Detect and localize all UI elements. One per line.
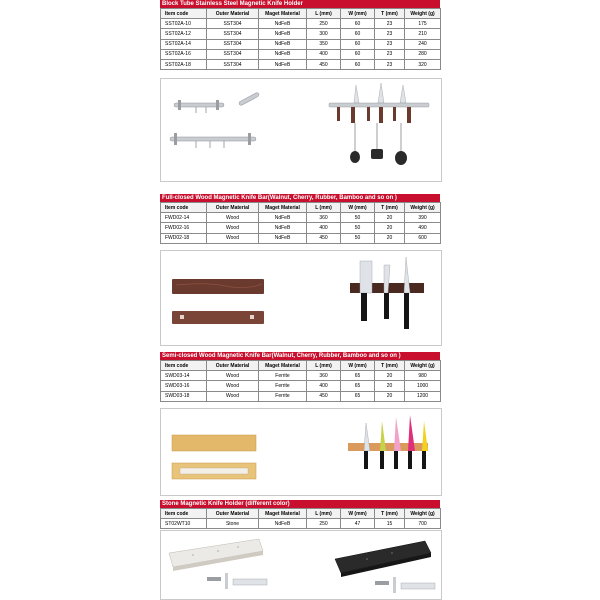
cell-l: 360	[307, 371, 341, 381]
walnut-wood-bars-image	[166, 275, 271, 335]
cell-magnet: NdFeB	[259, 59, 307, 69]
cell-item-code: SWD03-14	[161, 371, 207, 381]
col-thickness: T (mm)	[375, 509, 405, 519]
col-item-code: Item code	[161, 203, 207, 213]
table-row	[161, 59, 441, 69]
col-length: L (mm)	[307, 203, 341, 213]
cell-w: 50	[341, 223, 375, 233]
cell-outer: Wood	[207, 233, 259, 243]
table-row	[161, 371, 441, 381]
wood-bar-with-knives-image	[346, 255, 426, 341]
col-thickness: T (mm)	[375, 203, 405, 213]
cell-w: 50	[341, 213, 375, 223]
cell-magnet: NdFeB	[259, 39, 307, 49]
cell-l: 400	[307, 223, 341, 233]
cell-t: 20	[375, 381, 405, 391]
table-row	[161, 519, 441, 529]
cell-outer: Wood	[207, 213, 259, 223]
cell-w: 65	[341, 371, 375, 381]
cell-outer: Wood	[207, 381, 259, 391]
table-row	[161, 381, 441, 391]
col-weight: Weight (g)	[405, 361, 441, 371]
cell-outer: SST304	[207, 29, 259, 39]
image-panel-full-closed-wood	[160, 250, 442, 346]
cell-l: 400	[307, 381, 341, 391]
col-weight: Weight (g)	[405, 509, 441, 519]
table-row	[161, 233, 441, 243]
cell-magnet: Ferrite	[259, 391, 307, 401]
cell-item-code: SST02A-14	[161, 39, 207, 49]
cell-l: 360	[307, 213, 341, 223]
section-title: Semi-closed Wood Magnetic Knife Bar(Walnut, Cherry, Rubber, Bamboo and so on )	[160, 352, 440, 360]
image-panel-stone	[160, 530, 442, 600]
col-magnet-material: Maget Material	[259, 509, 307, 519]
col-length: L (mm)	[307, 361, 341, 371]
cell-magnet: NdFeB	[259, 19, 307, 29]
cell-item-code: SWD03-16	[161, 381, 207, 391]
bamboo-bar-with-colored-knives-image	[346, 411, 436, 493]
col-outer-material: Outer Material	[207, 361, 259, 371]
col-width: W (mm)	[341, 361, 375, 371]
table-header-row	[161, 9, 441, 19]
cell-magnet: NdFeB	[259, 233, 307, 243]
white-stone-holder-image	[163, 533, 273, 597]
cell-t: 20	[375, 223, 405, 233]
cell-outer: Wood	[207, 391, 259, 401]
cell-outer: Wood	[207, 371, 259, 381]
cell-magnet: NdFeB	[259, 29, 307, 39]
cell-weight: 210	[405, 29, 441, 39]
cell-item-code: FWD02-18	[161, 233, 207, 243]
col-thickness: T (mm)	[375, 361, 405, 371]
col-width: W (mm)	[341, 9, 375, 19]
cell-outer: SST304	[207, 49, 259, 59]
col-outer-material: Outer Material	[207, 509, 259, 519]
cell-item-code: ST02WT10	[161, 519, 207, 529]
cell-t: 20	[375, 213, 405, 223]
cell-t: 23	[375, 49, 405, 59]
table-header-row	[161, 203, 441, 213]
cell-t: 20	[375, 233, 405, 243]
image-panel-semi-closed-wood	[160, 408, 442, 496]
table-row	[161, 391, 441, 401]
cell-w: 60	[341, 39, 375, 49]
table-row	[161, 213, 441, 223]
cell-l: 450	[307, 233, 341, 243]
cell-weight: 700	[405, 519, 441, 529]
cell-l: 300	[307, 29, 341, 39]
col-outer-material: Outer Material	[207, 9, 259, 19]
col-magnet-material: Maget Material	[259, 203, 307, 213]
cell-outer: SST304	[207, 19, 259, 29]
cell-t: 20	[375, 391, 405, 401]
image-panel-stainless	[160, 78, 442, 182]
table-row	[161, 19, 441, 29]
cell-weight: 320	[405, 59, 441, 69]
col-weight: Weight (g)	[405, 9, 441, 19]
col-length: L (mm)	[307, 9, 341, 19]
cell-magnet: NdFeB	[259, 519, 307, 529]
table-row	[161, 39, 441, 49]
section-semi-closed-wood	[160, 352, 440, 402]
cell-item-code: SST02A-10	[161, 19, 207, 29]
cell-weight: 175	[405, 19, 441, 29]
spec-table	[160, 8, 441, 70]
cell-weight: 390	[405, 213, 441, 223]
col-width: W (mm)	[341, 203, 375, 213]
col-weight: Weight (g)	[405, 203, 441, 213]
cell-w: 50	[341, 233, 375, 243]
black-stone-holder-image	[327, 533, 439, 597]
cell-item-code: SST02A-16	[161, 49, 207, 59]
spec-table	[160, 508, 441, 529]
col-item-code: Item code	[161, 509, 207, 519]
cell-w: 65	[341, 391, 375, 401]
cell-magnet: NdFeB	[259, 213, 307, 223]
cell-l: 250	[307, 519, 341, 529]
cell-w: 60	[341, 19, 375, 29]
spec-table	[160, 360, 441, 402]
cell-weight: 600	[405, 233, 441, 243]
cell-magnet: Ferrite	[259, 371, 307, 381]
cell-weight: 980	[405, 371, 441, 381]
table-row	[161, 223, 441, 233]
cell-t: 23	[375, 59, 405, 69]
cell-l: 400	[307, 49, 341, 59]
cell-weight: 240	[405, 39, 441, 49]
cell-w: 47	[341, 519, 375, 529]
col-length: L (mm)	[307, 509, 341, 519]
cell-w: 60	[341, 29, 375, 39]
spec-table	[160, 202, 441, 244]
bamboo-bars-image	[166, 429, 271, 489]
section-title: Block Tube Stainless Steel Magnetic Knife Holder	[160, 0, 440, 8]
cell-magnet: Ferrite	[259, 381, 307, 391]
col-magnet-material: Maget Material	[259, 9, 307, 19]
cell-l: 350	[307, 39, 341, 49]
cell-weight: 280	[405, 49, 441, 59]
cell-item-code: FWD02-14	[161, 213, 207, 223]
section-title: Full-closed Wood Magnetic Knife Bar(Walnut, Cherry, Rubber, Bamboo and so on )	[160, 194, 440, 202]
col-width: W (mm)	[341, 509, 375, 519]
cell-t: 23	[375, 39, 405, 49]
cell-outer: SST304	[207, 59, 259, 69]
cell-w: 60	[341, 49, 375, 59]
cell-l: 450	[307, 391, 341, 401]
cell-weight: 1200	[405, 391, 441, 401]
cell-outer: SST304	[207, 39, 259, 49]
cell-l: 250	[307, 19, 341, 29]
col-thickness: T (mm)	[375, 9, 405, 19]
cell-w: 60	[341, 59, 375, 69]
cell-l: 450	[307, 59, 341, 69]
cell-outer: Wood	[207, 223, 259, 233]
cell-t: 15	[375, 519, 405, 529]
section-stainless	[160, 0, 440, 70]
table-header-row	[161, 361, 441, 371]
cell-item-code: SST02A-18	[161, 59, 207, 69]
table-row	[161, 29, 441, 39]
cell-weight: 490	[405, 223, 441, 233]
table-header-row	[161, 509, 441, 519]
section-stone	[160, 500, 440, 529]
col-magnet-material: Maget Material	[259, 361, 307, 371]
cell-t: 20	[375, 371, 405, 381]
section-full-closed-wood	[160, 194, 440, 244]
col-outer-material: Outer Material	[207, 203, 259, 213]
cell-w: 65	[341, 381, 375, 391]
cell-magnet: NdFeB	[259, 223, 307, 233]
section-title: Stone Magnetic Knife Holder (different color)	[160, 500, 440, 508]
table-row	[161, 49, 441, 59]
col-item-code: Item code	[161, 9, 207, 19]
cell-item-code: FWD02-16	[161, 223, 207, 233]
cell-item-code: SST02A-12	[161, 29, 207, 39]
stainless-tube-holders-image	[166, 85, 266, 155]
col-item-code: Item code	[161, 361, 207, 371]
cell-outer: Stone	[207, 519, 259, 529]
cell-magnet: NdFeB	[259, 49, 307, 59]
cell-item-code: SWD03-18	[161, 391, 207, 401]
stainless-holder-with-knives-image	[321, 81, 436, 177]
cell-weight: 1000	[405, 381, 441, 391]
cell-t: 23	[375, 29, 405, 39]
cell-t: 23	[375, 19, 405, 29]
